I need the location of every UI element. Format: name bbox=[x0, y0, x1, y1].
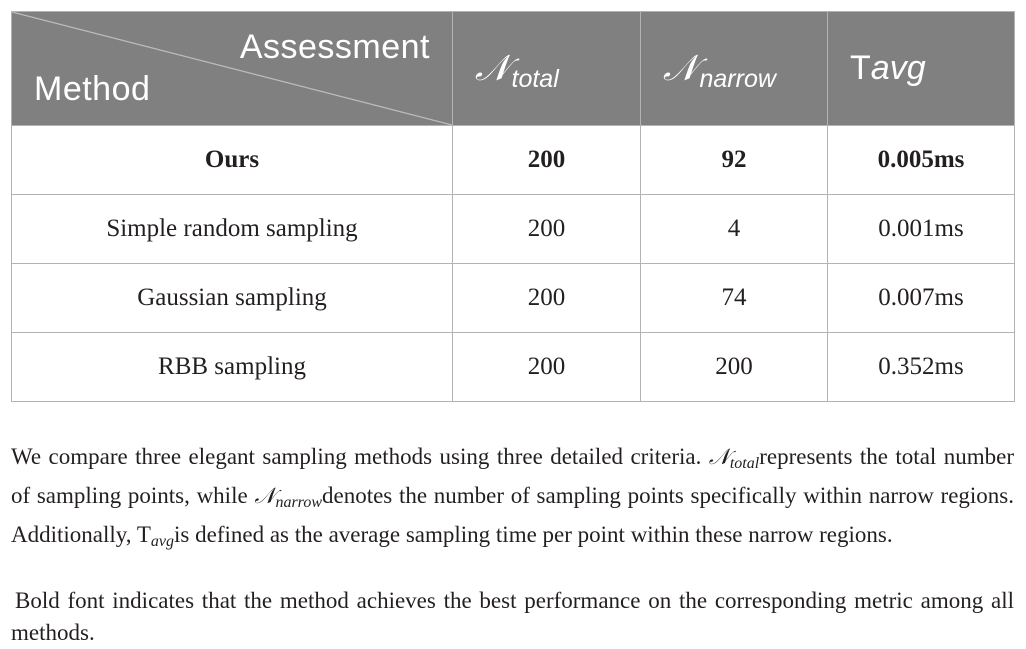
column-header-t-avg bbox=[828, 12, 1015, 126]
table-header-row bbox=[12, 12, 1015, 126]
t-avg-symbol: T bbox=[850, 49, 871, 87]
caption-text-4: is defined as the average sampling time per point within these narrow regions. bbox=[174, 522, 893, 547]
method-header: Method bbox=[34, 70, 151, 108]
n-total-cell: 200 bbox=[453, 195, 641, 264]
n-total-cell: 200 bbox=[453, 126, 641, 195]
method-cell: RBB sampling bbox=[12, 333, 453, 402]
t-avg-cell: 0.352ms bbox=[828, 333, 1015, 402]
n-narrow-symbol: 𝒩 bbox=[663, 47, 698, 89]
t-avg-cell: 0.001ms bbox=[828, 195, 1015, 264]
n-total-symbol: 𝒩 bbox=[475, 47, 510, 89]
caption-text-3: denotes the number of sampling points specifically within narrow regions. Additionally, T bbox=[11, 483, 1014, 547]
caption-avg-subscript: avg bbox=[150, 533, 175, 550]
t-avg-subscript: avg bbox=[870, 49, 926, 87]
n-narrow-cell: 92 bbox=[641, 126, 828, 195]
diagonal-header-cell bbox=[12, 12, 453, 126]
column-header-n-narrow bbox=[641, 12, 828, 126]
n-narrow-subscript: narrow bbox=[699, 64, 776, 93]
caption-text-2: represents the total number of sampling points, while bbox=[11, 444, 1014, 508]
method-cell: Gaussian sampling bbox=[12, 264, 453, 333]
caption-total-subscript: total bbox=[729, 455, 760, 472]
t-avg-cell: 0.007ms bbox=[828, 264, 1015, 333]
caption-n-symbol: 𝒩 bbox=[254, 484, 276, 509]
table-row bbox=[12, 195, 1015, 264]
method-cell: Simple random sampling bbox=[12, 195, 453, 264]
n-narrow-cell: 74 bbox=[641, 264, 828, 333]
t-avg-cell: 0.005ms bbox=[828, 126, 1015, 195]
table-row bbox=[12, 333, 1015, 402]
assessment-header: Assessment bbox=[239, 28, 430, 66]
caption-n-symbol: 𝒩 bbox=[708, 445, 730, 470]
table-caption bbox=[11, 441, 1014, 558]
method-cell: Ours bbox=[12, 126, 453, 195]
n-total-cell: 200 bbox=[453, 333, 641, 402]
caption-text-1: We compare three elegant sampling methods using three detailed criteria. bbox=[11, 444, 709, 469]
caption-narrow-subscript: narrow bbox=[275, 494, 322, 511]
table-footnote: Bold font indicates that the method achieves the best performance on the corresponding metric among all methods. bbox=[11, 588, 1014, 645]
results-table bbox=[11, 11, 1015, 402]
column-header-n-total bbox=[453, 12, 641, 126]
table-row bbox=[12, 264, 1015, 333]
n-total-subscript: total bbox=[511, 64, 559, 93]
n-total-cell: 200 bbox=[453, 264, 641, 333]
n-narrow-cell: 4 bbox=[641, 195, 828, 264]
table-row bbox=[12, 126, 1015, 195]
n-narrow-cell: 200 bbox=[641, 333, 828, 402]
